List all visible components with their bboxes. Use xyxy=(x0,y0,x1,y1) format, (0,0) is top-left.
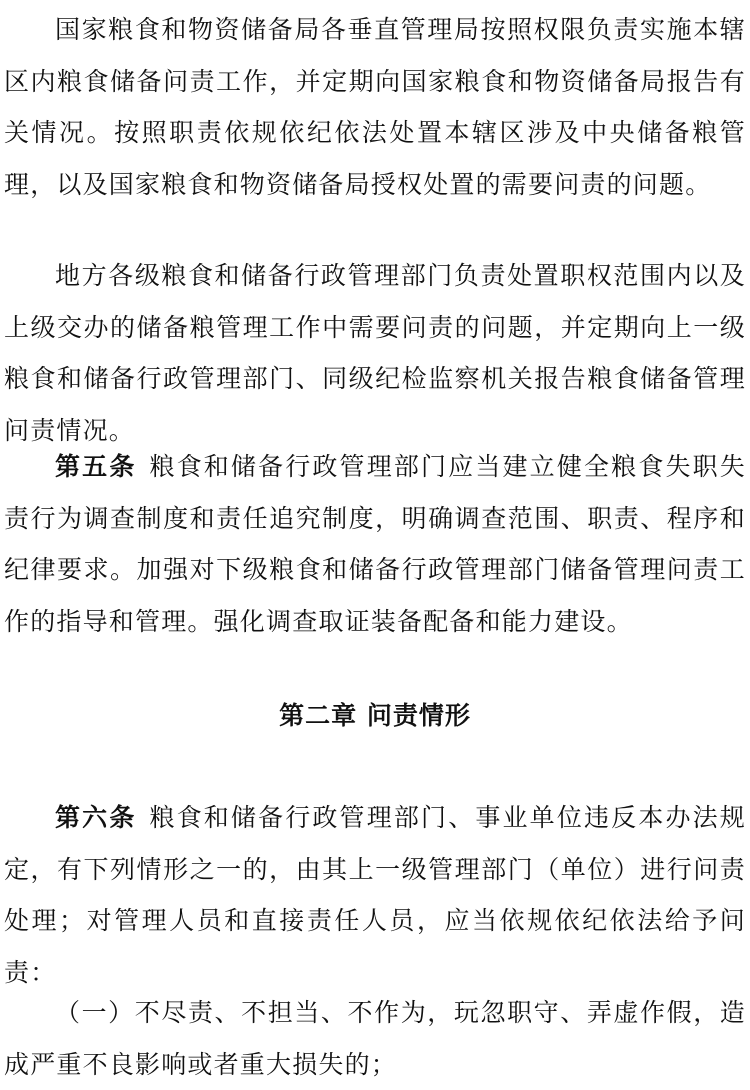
article-5-label: 第五条 xyxy=(55,452,137,481)
article-6-label: 第六条 xyxy=(55,803,137,832)
article-6-item-1: （一）不尽责、不担当、不作为，玩忽职守、弄虚作假，造成严重不良影响或者重大损失的； xyxy=(4,998,746,1079)
article-6-paragraph xyxy=(4,792,746,998)
chapter-heading: 第二章 问责情形 xyxy=(279,701,471,730)
paragraph-vertical-bureaus: 国家粮食和物资储备局各垂直管理局按照权限负责实施本辖区内粮食储备问责工作，并定期向国家粮食和物资储备局报告有关情况。按照职责依规依纪依法处置本辖区涉及中央储备粮管理，以及国家粮食和物资储备局授权处置的需要问责的问题。 xyxy=(4,15,746,199)
article-6-text: 粮食和储备行政管理部门、事业单位违反本办法规定，有下列情形之一的，由其上一级管理部门（单位）进行问责处理；对管理人员和直接责任人员，应当依规依纪依法给予问责： xyxy=(4,803,746,987)
document-page xyxy=(4,0,746,1082)
article-5-paragraph xyxy=(4,441,746,647)
article-5-text: 粮食和储备行政管理部门应当建立健全粮食失职失责行为调查制度和责任追究制度，明确调查范围、职责、程序和纪律要求。加强对下级粮食和储备行政管理部门储备管理问责工作的指导和管理。强化调查取证装备配备和能力建设。 xyxy=(4,452,746,636)
paragraph-local-departments: 地方各级粮食和储备行政管理部门负责处置职权范围内以及上级交办的储备粮管理工作中需要问责的问题，并定期向上一级粮食和储备行政管理部门、同级纪检监察机关报告粮食储备管理问责情况。 xyxy=(4,261,746,445)
